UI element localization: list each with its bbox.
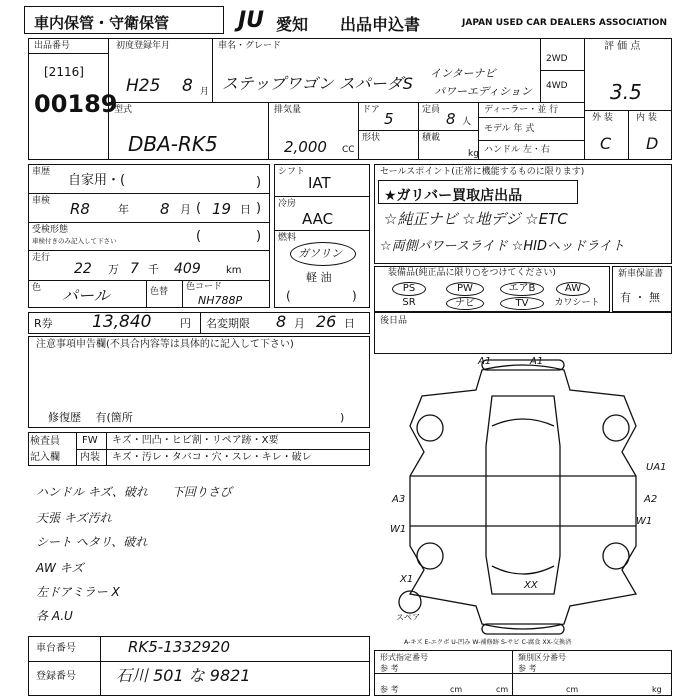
inspector-label: 検査員 — [30, 436, 60, 447]
reception-note: 車検付きのみ記入して下さい — [32, 237, 117, 245]
score-label: 評 価 点 — [604, 41, 641, 52]
wheel-front-right — [603, 415, 629, 441]
fw-label: FW — [82, 435, 98, 446]
later-items-label: 後日品 — [380, 316, 408, 326]
note-line-2: 天張 キズ汚れ — [36, 511, 112, 525]
name-change-month: 8 — [276, 312, 287, 331]
cooler-value: AAC — [302, 210, 334, 228]
mileage-sen: 7 — [130, 261, 139, 277]
displacement-label: 排気量 — [274, 105, 302, 115]
equipment-label: 装備品(純正品に限り○をつけてください) — [388, 268, 556, 278]
grade-1: インターナビ — [430, 67, 496, 80]
model-code: DBA-RK5 — [128, 132, 218, 156]
equip-aw: AW — [556, 282, 590, 296]
ju-logo: JU — [238, 8, 265, 33]
warranty-options: 有 ・ 無 — [620, 291, 660, 304]
displacement: 2,000 — [284, 138, 327, 156]
chassis-number: RK5-1332920 — [128, 638, 231, 656]
storage-note: 車内保管・守衛保管 — [34, 14, 170, 32]
class-no-label: 類別区分番号 — [518, 653, 566, 662]
grade-2: パワーエディション — [434, 85, 532, 98]
fill-label: 記入欄 — [30, 452, 60, 463]
color-code-label: 色コード — [186, 282, 223, 292]
lot-number: 00189 — [34, 90, 118, 118]
first-reg-year: H25 — [126, 76, 161, 96]
interior-check-label: 内装 — [80, 452, 100, 463]
car-damage-diagram — [374, 356, 672, 638]
equip-kawa-seat: カワシート — [554, 298, 600, 308]
spec-no-label: 形式指定番号 — [380, 653, 428, 662]
interior-label: 内 装 — [636, 113, 657, 123]
spare-label: スペア — [396, 613, 420, 622]
car-roof — [486, 396, 560, 594]
note-line-4: AW キズ — [36, 561, 84, 575]
car-body-outline — [410, 365, 636, 629]
first-reg-label: 初度登録年月 — [116, 41, 171, 51]
fuel-label: 燃料 — [278, 233, 297, 243]
equip-navi: ナビ — [446, 297, 484, 310]
damage-mark-xx: XX — [524, 580, 538, 591]
form-title: 出品申込書 — [340, 15, 421, 34]
plate-number: 石川 501 な 9821 — [116, 666, 251, 685]
model-code-label: 型式 — [114, 105, 133, 115]
damage-mark-a1b: A1 — [530, 356, 544, 367]
fuel-light-oil: 軽 油 — [306, 271, 332, 284]
color-value: パール — [62, 286, 110, 305]
color-change-label: 色替 — [150, 287, 169, 297]
color-label: 色 — [32, 283, 42, 293]
shape-label: 形状 — [362, 133, 381, 143]
shift-label: シフト — [278, 167, 306, 177]
mileage-label: 走行 — [32, 253, 51, 263]
capacity: 8 — [446, 110, 456, 128]
capacity-label: 定員 — [422, 105, 441, 115]
wheel-front-left — [417, 415, 443, 441]
score-value: 3.5 — [610, 80, 642, 104]
damage-mark-w1: W1 — [390, 524, 407, 535]
2wd-label: 2WD — [546, 54, 568, 64]
damage-mark-a1a: A1 — [478, 356, 492, 367]
inspection-label: 車検 — [32, 196, 51, 206]
damage-mark-w1b: W1 — [636, 516, 653, 527]
inspection-day: 19 — [212, 200, 232, 218]
note-line-5: 左ドアミラー X — [36, 585, 120, 599]
interior-check-items: キズ・汚レ・タバコ・穴・スレ・キレ・破レ — [112, 452, 312, 463]
lot-sub-number: [2116] — [44, 65, 84, 79]
repair-history-label: 修復歴 有(箇所 — [48, 411, 133, 424]
wheel-rear-left — [417, 543, 443, 569]
inspection-month: 8 — [160, 200, 170, 218]
reg-number-label: 登録番号 — [36, 671, 76, 682]
later-items-box — [374, 312, 672, 354]
color-code: NH788P — [198, 294, 243, 307]
warranty-label: 新車保証書 — [618, 269, 664, 279]
damage-mark-a3: A3 — [392, 494, 406, 505]
equip-pw: PW — [446, 282, 484, 296]
selling-points-label: セールスポイント(正常に機能するものに限ります) — [380, 167, 585, 177]
history-value: 自家用・( — [68, 173, 126, 188]
damage-mark-a2: A2 — [644, 494, 658, 505]
r-ticket-value: 13,840 — [92, 312, 152, 332]
history-label: 車歴 — [32, 167, 51, 177]
mileage-man: 22 — [74, 261, 92, 277]
car-name: ステップワゴン スパーダS — [222, 74, 413, 93]
selling-point-line-1: ☆純正ナビ ☆地デジ ☆ETC — [384, 210, 568, 228]
damage-mark-x1: X1 — [400, 574, 414, 585]
model-year-label: モデル 年 式 — [484, 124, 535, 134]
doors: 5 — [384, 110, 394, 128]
selling-point-line-2: ☆両側パワースライド ☆HIDヘッドライト — [380, 239, 625, 254]
org-name: 愛知 — [276, 15, 309, 34]
exterior-grade: C — [600, 134, 612, 153]
cooler-label: 冷房 — [278, 199, 297, 209]
name-change-day: 26 — [316, 312, 337, 331]
banner-text: ★ガリバー買取店出品 — [384, 188, 523, 204]
damage-mark-ua1: UA1 — [646, 462, 667, 473]
inspection-era: R8 — [70, 200, 90, 218]
equip-sr: SR — [402, 297, 416, 308]
note-line-6: 各 A.U — [36, 609, 73, 623]
r-ticket-label: R券 — [34, 317, 53, 330]
mileage-rest: 409 — [174, 261, 201, 277]
loadcap-label: 積載 — [422, 133, 441, 143]
4wd-label: 4WD — [546, 81, 568, 91]
lot-number-label: 出品番号 — [34, 41, 71, 51]
first-reg-month: 8 — [182, 76, 193, 96]
vehicle-info-table — [28, 38, 672, 160]
equip-ac: エアB — [500, 282, 544, 296]
note-line-1: ハンドル キズ、破れ 下回りさび — [36, 485, 232, 499]
equip-tv: TV — [500, 297, 544, 310]
dealer-label: ディーラー・並 行 — [484, 105, 559, 115]
equip-ps: PS — [392, 282, 426, 296]
exterior-label: 外 装 — [592, 113, 613, 123]
fw-items: キズ・凹凸・ヒビ割・リペア跡・X要 — [112, 435, 279, 446]
reception-label: 受検形態 — [32, 225, 69, 235]
note-line-3: シート へタリ、破れ — [36, 535, 148, 549]
name-change-label: 名変期限 — [206, 317, 250, 330]
doors-label: ドア — [362, 105, 380, 115]
notes-title: 注意事項申告欄(不具合内容等は具体的に記入して下さい) — [36, 339, 294, 350]
interior-grade: D — [646, 134, 659, 153]
chassis-label: 車台番号 — [36, 643, 76, 654]
wheel-rear-right — [603, 543, 629, 569]
handle-label: ハンドル 左・右 — [484, 145, 550, 155]
shift-value: IAT — [308, 174, 331, 192]
association-name: JAPAN USED CAR DEALERS ASSOCIATION — [462, 18, 667, 28]
damage-legend: A-キズ E-エクボ U-凹み W-補修跡 S-サビ C-腐食 XX-交換済 — [404, 639, 572, 646]
car-name-label: 車名・グレード — [218, 41, 282, 51]
fuel-value: ガソリン — [298, 247, 342, 260]
